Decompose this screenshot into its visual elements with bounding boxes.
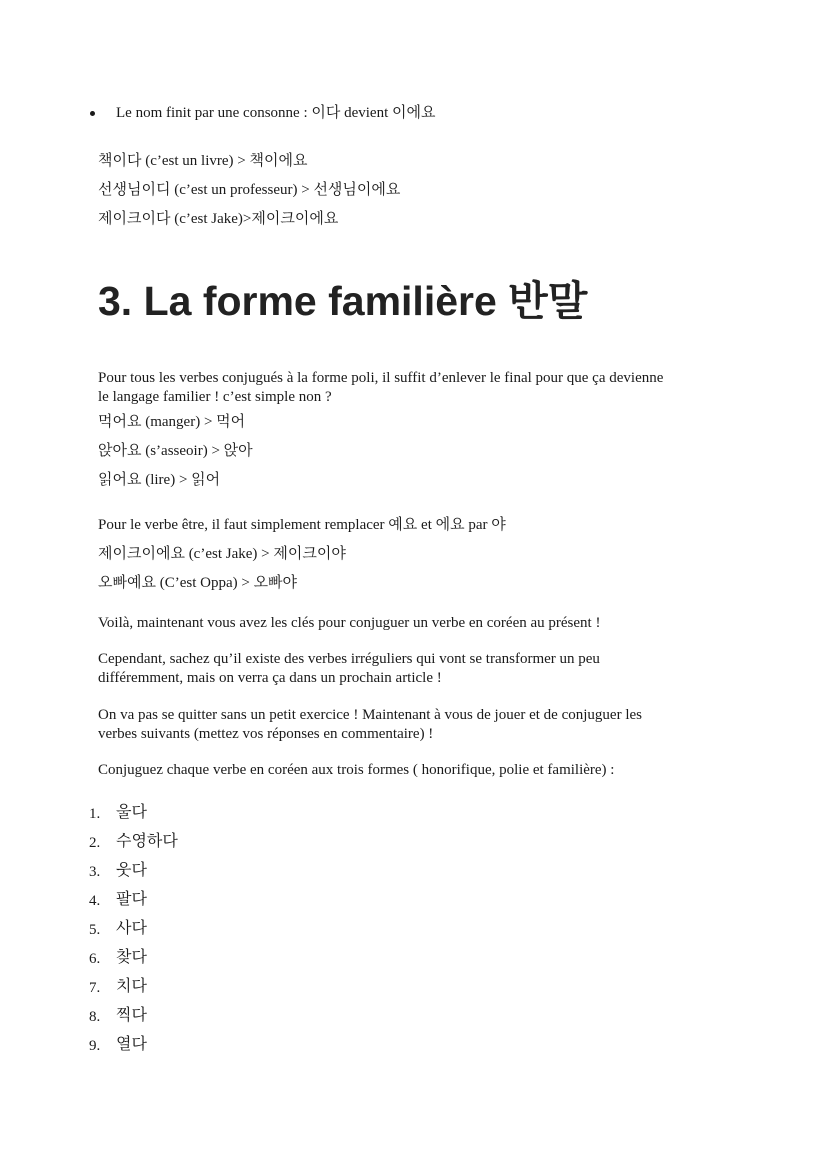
list-number: 8. [89, 1009, 101, 1025]
list-number: 4. [89, 893, 101, 909]
list-item: 울다 [116, 804, 147, 821]
example-line: 제이크이에요 (c’est Jake) > 제이크이야 [98, 546, 346, 562]
list-item: 수영하다 [116, 833, 178, 850]
list-item: 치다 [116, 978, 147, 995]
voila-paragraph: Voilà, maintenant vous avez les clés pour conjuguer un verbe en coréen au présent ! [98, 615, 601, 631]
list-item: 웃다 [116, 862, 147, 879]
bullet-dot-icon [90, 111, 95, 116]
bullet-text: Le nom finit par une consonne : 이다 devient 이에요 [116, 105, 436, 121]
list-number: 2. [89, 835, 101, 851]
example-line: 오빠예요 (C’est Oppa) > 오빠야 [98, 575, 298, 591]
list-item: 팔다 [116, 891, 147, 908]
list-number: 3. [89, 864, 101, 880]
intro-line-2: le langage familier ! c’est simple non ? [98, 389, 332, 405]
list-number: 6. [89, 951, 101, 967]
example-line: 책이다 (c’est un livre) > 책이에요 [98, 153, 308, 169]
section-heading: 3. La forme familière 반말 [98, 278, 588, 324]
list-item: 찾다 [116, 949, 147, 966]
list-number: 9. [89, 1038, 101, 1054]
cependant-line-1: Cependant, sachez qu’il existe des verbes irréguliers qui vont se transformer un peu [98, 651, 600, 667]
list-number: 7. [89, 980, 101, 996]
list-item: 사다 [116, 920, 147, 937]
example-line: 앉아요 (s’asseoir) > 앉아 [98, 443, 253, 459]
cependant-line-2: différemment, mais on verra ça dans un prochain article ! [98, 670, 442, 686]
example-line: 제이크이다 (c’est Jake)>제이크이에요 [98, 211, 339, 227]
example-line: 먹어요 (manger) > 먹어 [98, 414, 246, 430]
example-line: 선생님이디 (c’est un professeur) > 선생님이에요 [98, 182, 401, 198]
list-number: 5. [89, 922, 101, 938]
consigne-paragraph: Conjuguez chaque verbe en coréen aux trois formes ( honorifique, polie et familière) : [98, 762, 615, 778]
exercice-line-2: verbes suivants (mettez vos réponses en commentaire) ! [98, 726, 434, 742]
exercice-line-1: On va pas se quitter sans un petit exercice ! Maintenant à vous de jouer et de conjuguer les [98, 707, 642, 723]
example-line: 읽어요 (lire) > 읽어 [98, 472, 221, 488]
list-item: 열다 [116, 1036, 147, 1053]
intro-line-1: Pour tous les verbes conjugués à la forme poli, il suffit d’enlever le final pour que ça devienne [98, 370, 664, 386]
list-item: 찍다 [116, 1007, 147, 1024]
etre-paragraph: Pour le verbe être, il faut simplement remplacer 예요 et 에요 par 야 [98, 517, 506, 533]
list-number: 1. [89, 806, 101, 822]
